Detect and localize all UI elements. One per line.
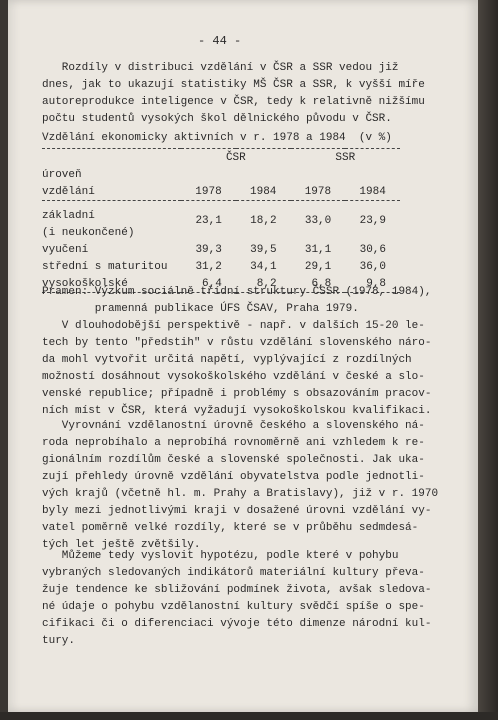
source-line: Pramen: Výzkum sociálně třídní struktury ČSSR (1978, 1984), xyxy=(42,286,432,298)
text-line: vatel poměrně velké rozdíly, které se v průběhu sedmdesá- xyxy=(42,522,419,534)
text-line: tých let ještě zvětšily. xyxy=(42,539,201,551)
table-cell: 39,3 xyxy=(195,243,222,256)
text-line: Rozdíly v distribuci vzdělání v ČSR a SSR vedou již xyxy=(42,62,399,74)
table-row-label: vysokoškolské xyxy=(42,277,128,290)
text-line: možností dosáhnout vysokoškolského vzdělání v české a slo- xyxy=(42,371,425,383)
text-line: autoreprodukce inteligence v ČSR, tedy k relativně nižšímu xyxy=(42,96,425,108)
table-cell: 8,2 xyxy=(256,277,277,290)
paragraph-regional xyxy=(42,418,439,554)
table-country-header-row xyxy=(42,149,400,167)
text-line: cifikaci či o diferenciaci vývoje této dimenze národní kul- xyxy=(42,618,432,630)
text-line: dnes, jak to ukazují statistiky MŠ ČSR a SSR, k vyšší míře xyxy=(42,79,425,91)
text-line: venské republice; případně i problémy s obsazováním pracov- xyxy=(42,388,432,400)
table-level-header-row xyxy=(42,166,400,183)
text-line: zují přehledy úrovně vzdělání obyvatelstva podle jednotli- xyxy=(42,471,425,483)
text-line: žuje tendence ke sbližování podmínek života, avšak sledova- xyxy=(42,584,432,596)
table-row-label: (i neukončené) xyxy=(42,226,135,239)
table-row-label: vyučení xyxy=(42,243,89,256)
table-cell: 39,5 xyxy=(250,243,277,256)
table-level-header-2: vzdělání xyxy=(42,183,181,201)
document-page xyxy=(8,0,478,712)
table-header-empty xyxy=(42,149,181,167)
page-number: - 44 - xyxy=(198,34,242,48)
text-line: da mohl vytvořit určitá napětí, vyplývající z rozdílných xyxy=(42,354,412,366)
table-cell: 34,1 xyxy=(250,260,277,273)
table-header-ssr: SSR xyxy=(335,151,356,164)
table-row-label: základní xyxy=(42,209,95,222)
table-level-header: úroveň xyxy=(42,168,82,181)
table-cell: 36,0 xyxy=(359,260,386,273)
text-line: počtu studentů vysokých škol dělnického původu v ČSR. xyxy=(42,113,392,125)
text-line: byly mezi jednotlivými kraji v dosažené úrovni vzdělání vy- xyxy=(42,505,432,517)
source-line: pramenná publikace ÚFS ČSAV, Praha 1979. xyxy=(42,303,359,315)
table-cell: 9,8 xyxy=(366,277,386,290)
education-table xyxy=(42,148,400,293)
table-cell: 33,0 xyxy=(304,215,332,227)
text-line: né údaje o pohybu vzdělanostní kultury svědčí spíše o spe- xyxy=(42,601,425,613)
table-caption: Vzdělání ekonomicky aktivních v r. 1978 a 1984 (v %) xyxy=(42,132,392,144)
table-cell: 31,2 xyxy=(195,260,222,273)
table-cell: 23,1 xyxy=(195,215,222,227)
intro-paragraph xyxy=(42,60,425,128)
table-year: 1978 xyxy=(181,183,236,201)
table-row xyxy=(42,241,400,258)
text-line: Můžeme tedy vyslovit hypotézu, podle které v pohybu xyxy=(42,550,399,562)
table-year: 1978 xyxy=(291,183,346,201)
text-line: gionálním rozdílům české a slovenské společnosti. Jak uka- xyxy=(42,454,425,466)
table-years-row xyxy=(42,183,400,201)
table-cell: 23,9 xyxy=(359,215,386,227)
table-cell: 6,8 xyxy=(311,277,332,290)
table-row xyxy=(42,201,400,225)
paragraph-perspective xyxy=(42,318,432,420)
paragraph-hypothesis xyxy=(42,548,432,650)
table-year: 1984 xyxy=(236,183,291,201)
table-year: 1984 xyxy=(345,183,400,201)
table-header-csr: ČSR xyxy=(225,151,246,164)
text-line: tury. xyxy=(42,635,76,647)
text-line: Vyrovnání vzdělanostní úrovně českého a slovenského ná- xyxy=(42,420,425,432)
text-line: tech by tento "předstih" v růstu vzdělání slovenského náro- xyxy=(42,337,432,349)
table-cell: 31,1 xyxy=(304,243,332,256)
text-line: vybraných sledovaných indikátorů materiální kultury převa- xyxy=(42,567,425,579)
scan-bottom-edge xyxy=(0,712,498,720)
table-row xyxy=(42,258,400,275)
table-cell: 18,2 xyxy=(250,215,277,227)
book-edge xyxy=(478,0,498,720)
table-cell: 30,6 xyxy=(359,243,386,256)
table-cell: 6,4 xyxy=(202,277,222,290)
text-line: vých krajů (včetně hl. m. Prahy a Bratislavy), již v r. 1970 xyxy=(42,488,439,500)
text-line: ních míst v ČSR, která vyžadují vysokoškolskou kvalifikaci. xyxy=(42,405,432,417)
text-line: V dlouhodobější perspektivě - např. v dalších 15-20 le- xyxy=(42,320,425,332)
table-cell: 29,1 xyxy=(304,260,332,273)
text-line: roda neprobíhalo a neprobíhá rovnoměrně ani vzhledem k re- xyxy=(42,437,425,449)
table-row-label: střední s maturitou xyxy=(42,260,168,273)
table-source xyxy=(42,284,431,318)
